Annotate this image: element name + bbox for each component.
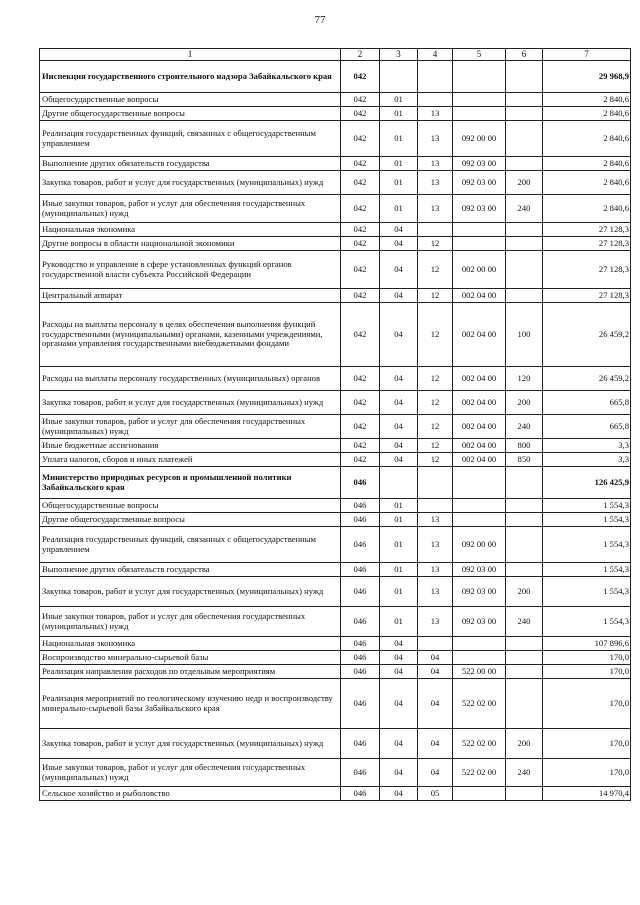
row-section: 04 [380, 651, 418, 665]
row-name: Расходы на выплаты персоналу государственных (муниципальных) органов [40, 367, 341, 391]
row-subsection: 12 [418, 251, 453, 289]
row-name: Иные закупки товаров, работ и услуг для обеспечения государственных (муниципальных) нужд [40, 195, 341, 223]
row-target-article: 092 03 00 [453, 577, 506, 607]
row-section: 04 [380, 729, 418, 759]
budget-table [39, 48, 631, 801]
row-section: 04 [380, 679, 418, 729]
row-section: 01 [380, 499, 418, 513]
row-amount: 126 425,9 [543, 467, 631, 499]
column-header: 7 [543, 49, 631, 61]
row-section [380, 61, 418, 93]
row-expense-type [506, 513, 543, 527]
row-target-article: 002 04 00 [453, 415, 506, 439]
row-amount: 170,0 [543, 729, 631, 759]
row-admin-code: 046 [341, 679, 380, 729]
row-section: 01 [380, 195, 418, 223]
row-target-article: 092 00 00 [453, 121, 506, 157]
row-section: 01 [380, 563, 418, 577]
row-subsection: 04 [418, 729, 453, 759]
table-row [40, 607, 631, 637]
row-amount: 107 896,6 [543, 637, 631, 651]
row-name: Выполнение других обязательств государства [40, 563, 341, 577]
row-target-article [453, 651, 506, 665]
row-expense-type: 240 [506, 607, 543, 637]
row-name: Общегосударственные вопросы [40, 499, 341, 513]
row-name: Другие общегосударственные вопросы [40, 107, 341, 121]
row-name: Иные закупки товаров, работ и услуг для обеспечения государственных (муниципальных) нужд [40, 759, 341, 787]
row-admin-code: 042 [341, 453, 380, 467]
row-amount: 14 970,4 [543, 787, 631, 801]
row-expense-type [506, 499, 543, 513]
row-subsection: 13 [418, 577, 453, 607]
row-name: Реализация государственных функций, связанных с общегосударственным управлением [40, 527, 341, 563]
row-subsection: 04 [418, 665, 453, 679]
row-admin-code: 046 [341, 467, 380, 499]
row-section: 04 [380, 787, 418, 801]
row-target-article: 002 04 00 [453, 391, 506, 415]
row-amount: 1 554,3 [543, 513, 631, 527]
row-target-article: 092 03 00 [453, 171, 506, 195]
row-amount: 2 840,6 [543, 157, 631, 171]
table-row [40, 759, 631, 787]
row-section: 01 [380, 607, 418, 637]
row-amount: 1 554,3 [543, 527, 631, 563]
row-target-article [453, 237, 506, 251]
row-name: Министерство природных ресурсов и промышленной политики Забайкальского края [40, 467, 341, 499]
row-expense-type: 200 [506, 577, 543, 607]
row-amount: 1 554,3 [543, 607, 631, 637]
row-name: Руководство и управление в сфере установленных функций органов государственной власти субъекта Российской Федерации [40, 251, 341, 289]
table-row [40, 121, 631, 157]
table-row [40, 787, 631, 801]
row-admin-code: 042 [341, 415, 380, 439]
row-admin-code: 042 [341, 439, 380, 453]
row-section: 01 [380, 93, 418, 107]
table-row [40, 171, 631, 195]
row-target-article: 092 03 00 [453, 563, 506, 577]
row-section: 01 [380, 157, 418, 171]
row-target-article: 092 03 00 [453, 195, 506, 223]
row-admin-code: 046 [341, 499, 380, 513]
row-subsection: 05 [418, 787, 453, 801]
row-section: 01 [380, 577, 418, 607]
row-name: Реализация направления расходов по отдельным мероприятиям [40, 665, 341, 679]
table-row [40, 61, 631, 93]
row-expense-type: 850 [506, 453, 543, 467]
row-subsection: 12 [418, 237, 453, 251]
row-subsection: 12 [418, 367, 453, 391]
row-subsection: 13 [418, 195, 453, 223]
row-expense-type [506, 467, 543, 499]
table-row [40, 679, 631, 729]
row-admin-code: 042 [341, 171, 380, 195]
row-subsection: 04 [418, 679, 453, 729]
row-target-article: 092 03 00 [453, 157, 506, 171]
row-subsection: 13 [418, 527, 453, 563]
row-subsection: 13 [418, 171, 453, 195]
table-row [40, 729, 631, 759]
row-name: Закупка товаров, работ и услуг для государственных (муниципальных) нужд [40, 729, 341, 759]
row-amount: 170,0 [543, 759, 631, 787]
table-row [40, 467, 631, 499]
row-target-article: 002 04 00 [453, 367, 506, 391]
row-name: Иные закупки товаров, работ и услуг для обеспечения государственных (муниципальных) нужд [40, 415, 341, 439]
table-row [40, 563, 631, 577]
row-expense-type: 200 [506, 391, 543, 415]
row-amount: 27 128,3 [543, 223, 631, 237]
row-admin-code: 046 [341, 787, 380, 801]
row-subsection: 13 [418, 107, 453, 121]
row-expense-type: 200 [506, 171, 543, 195]
row-admin-code: 042 [341, 121, 380, 157]
row-subsection: 13 [418, 563, 453, 577]
row-expense-type [506, 223, 543, 237]
row-amount: 665,8 [543, 391, 631, 415]
row-target-article [453, 637, 506, 651]
row-admin-code: 042 [341, 157, 380, 171]
table-row [40, 223, 631, 237]
row-subsection: 04 [418, 759, 453, 787]
row-admin-code: 046 [341, 563, 380, 577]
row-expense-type: 800 [506, 439, 543, 453]
column-header: 3 [380, 49, 418, 61]
row-admin-code: 046 [341, 637, 380, 651]
row-name: Другие вопросы в области национальной экономики [40, 237, 341, 251]
row-name: Закупка товаров, работ и услуг для государственных (муниципальных) нужд [40, 577, 341, 607]
row-subsection [418, 223, 453, 237]
row-section: 04 [380, 637, 418, 651]
row-amount: 29 968,9 [543, 61, 631, 93]
row-subsection: 12 [418, 303, 453, 367]
row-name: Сельское хозяйство и рыболовство [40, 787, 341, 801]
table-row [40, 665, 631, 679]
row-name: Выполнение других обязательств государства [40, 157, 341, 171]
row-admin-code: 046 [341, 729, 380, 759]
row-section: 04 [380, 665, 418, 679]
row-admin-code: 042 [341, 391, 380, 415]
row-name: Другие общегосударственные вопросы [40, 513, 341, 527]
row-subsection [418, 467, 453, 499]
row-admin-code: 046 [341, 527, 380, 563]
row-subsection: 12 [418, 453, 453, 467]
row-admin-code: 042 [341, 367, 380, 391]
row-admin-code: 042 [341, 93, 380, 107]
row-amount: 2 840,6 [543, 93, 631, 107]
row-name: Расходы на выплаты персоналу в целях обеспечения выполнения функций государственными (муниципальными) органами, казенными учреждениями, органами управления государственными внебюджетными фондами [40, 303, 341, 367]
row-admin-code: 046 [341, 665, 380, 679]
table-row [40, 527, 631, 563]
row-expense-type [506, 93, 543, 107]
row-target-article: 092 00 00 [453, 527, 506, 563]
row-target-article: 522 00 00 [453, 665, 506, 679]
row-amount: 170,0 [543, 651, 631, 665]
row-name: Общегосударственные вопросы [40, 93, 341, 107]
row-amount: 26 459,2 [543, 303, 631, 367]
row-name: Иные бюджетные ассигнования [40, 439, 341, 453]
row-amount: 27 128,3 [543, 289, 631, 303]
row-target-article: 002 04 00 [453, 303, 506, 367]
row-subsection [418, 637, 453, 651]
row-target-article: 002 00 00 [453, 251, 506, 289]
row-expense-type [506, 679, 543, 729]
column-header: 5 [453, 49, 506, 61]
row-section: 04 [380, 289, 418, 303]
row-subsection: 13 [418, 157, 453, 171]
row-subsection [418, 93, 453, 107]
row-target-article [453, 223, 506, 237]
table-row [40, 303, 631, 367]
column-header: 6 [506, 49, 543, 61]
row-target-article [453, 93, 506, 107]
row-section: 04 [380, 367, 418, 391]
row-admin-code: 042 [341, 107, 380, 121]
row-target-article: 522 02 00 [453, 729, 506, 759]
row-target-article: 522 02 00 [453, 759, 506, 787]
row-target-article [453, 513, 506, 527]
row-amount: 2 840,6 [543, 121, 631, 157]
row-name: Инспекция государственного строительного надзора Забайкальского края [40, 61, 341, 93]
column-header: 1 [40, 49, 341, 61]
row-amount: 170,0 [543, 665, 631, 679]
row-section: 04 [380, 415, 418, 439]
row-amount: 1 554,3 [543, 499, 631, 513]
row-admin-code: 042 [341, 61, 380, 93]
row-subsection: 13 [418, 607, 453, 637]
row-section: 04 [380, 237, 418, 251]
column-header: 2 [341, 49, 380, 61]
row-section: 01 [380, 107, 418, 121]
row-expense-type [506, 289, 543, 303]
row-name: Реализация государственных функций, связанных с общегосударственным управлением [40, 121, 341, 157]
row-amount: 3,3 [543, 453, 631, 467]
row-section: 04 [380, 391, 418, 415]
row-expense-type: 200 [506, 729, 543, 759]
row-admin-code: 042 [341, 223, 380, 237]
table-row [40, 367, 631, 391]
row-admin-code: 046 [341, 513, 380, 527]
row-amount: 2 840,6 [543, 171, 631, 195]
row-subsection: 13 [418, 513, 453, 527]
table-row [40, 391, 631, 415]
row-amount: 1 554,3 [543, 577, 631, 607]
row-subsection: 12 [418, 415, 453, 439]
table-row [40, 93, 631, 107]
table-row [40, 195, 631, 223]
row-admin-code: 042 [341, 195, 380, 223]
row-target-article: 092 03 00 [453, 607, 506, 637]
row-expense-type [506, 563, 543, 577]
table-row [40, 289, 631, 303]
table-row [40, 513, 631, 527]
row-admin-code: 042 [341, 237, 380, 251]
row-expense-type: 100 [506, 303, 543, 367]
row-amount: 170,0 [543, 679, 631, 729]
row-section: 04 [380, 759, 418, 787]
row-expense-type: 120 [506, 367, 543, 391]
row-admin-code: 046 [341, 577, 380, 607]
row-amount: 1 554,3 [543, 563, 631, 577]
row-expense-type [506, 121, 543, 157]
row-expense-type [506, 651, 543, 665]
table-row [40, 107, 631, 121]
row-amount: 3,3 [543, 439, 631, 453]
table-row [40, 637, 631, 651]
row-name: Национальная экономика [40, 223, 341, 237]
row-target-article: 522 02 00 [453, 679, 506, 729]
row-section: 04 [380, 439, 418, 453]
row-subsection: 04 [418, 651, 453, 665]
row-expense-type [506, 251, 543, 289]
row-amount: 2 840,6 [543, 195, 631, 223]
row-admin-code: 046 [341, 607, 380, 637]
row-target-article [453, 787, 506, 801]
row-amount: 2 840,6 [543, 107, 631, 121]
row-admin-code: 046 [341, 651, 380, 665]
table-row [40, 251, 631, 289]
row-admin-code: 042 [341, 251, 380, 289]
row-section: 04 [380, 251, 418, 289]
table-row [40, 439, 631, 453]
row-section: 01 [380, 121, 418, 157]
table-row [40, 415, 631, 439]
table-row [40, 237, 631, 251]
row-name: Национальная экономика [40, 637, 341, 651]
row-subsection: 13 [418, 121, 453, 157]
row-expense-type: 240 [506, 415, 543, 439]
row-expense-type: 240 [506, 759, 543, 787]
row-section: 04 [380, 453, 418, 467]
row-name: Закупка товаров, работ и услуг для государственных (муниципальных) нужд [40, 391, 341, 415]
row-amount: 665,8 [543, 415, 631, 439]
row-amount: 27 128,3 [543, 251, 631, 289]
row-expense-type [506, 237, 543, 251]
page-number: 77 [314, 14, 326, 26]
column-header-row [40, 49, 631, 61]
row-expense-type [506, 787, 543, 801]
row-admin-code: 046 [341, 759, 380, 787]
row-section: 01 [380, 171, 418, 195]
table-row [40, 651, 631, 665]
table-row [40, 499, 631, 513]
row-expense-type [506, 61, 543, 93]
row-target-article [453, 499, 506, 513]
row-section: 04 [380, 223, 418, 237]
row-expense-type [506, 665, 543, 679]
row-name: Закупка товаров, работ и услуг для государственных (муниципальных) нужд [40, 171, 341, 195]
row-amount: 26 459,2 [543, 367, 631, 391]
row-admin-code: 042 [341, 303, 380, 367]
row-target-article [453, 107, 506, 121]
table-row [40, 577, 631, 607]
table-row [40, 157, 631, 171]
row-section [380, 467, 418, 499]
row-section: 01 [380, 513, 418, 527]
row-expense-type [506, 107, 543, 121]
row-target-article [453, 467, 506, 499]
row-target-article [453, 61, 506, 93]
row-admin-code: 042 [341, 289, 380, 303]
row-subsection: 12 [418, 391, 453, 415]
row-section: 01 [380, 527, 418, 563]
row-subsection: 12 [418, 289, 453, 303]
row-name: Уплата налогов, сборов и иных платежей [40, 453, 341, 467]
row-amount: 27 128,3 [543, 237, 631, 251]
row-target-article: 002 04 00 [453, 439, 506, 453]
row-name: Иные закупки товаров, работ и услуг для обеспечения государственных (муниципальных) нужд [40, 607, 341, 637]
row-expense-type [506, 157, 543, 171]
row-subsection [418, 499, 453, 513]
row-target-article: 002 04 00 [453, 453, 506, 467]
column-header: 4 [418, 49, 453, 61]
row-expense-type [506, 527, 543, 563]
row-name: Воспроизводство минерально-сырьевой базы [40, 651, 341, 665]
row-expense-type [506, 637, 543, 651]
table-row [40, 453, 631, 467]
row-subsection [418, 61, 453, 93]
row-expense-type: 240 [506, 195, 543, 223]
row-section: 04 [380, 303, 418, 367]
row-subsection: 12 [418, 439, 453, 453]
row-name: Центральный аппарат [40, 289, 341, 303]
row-target-article: 002 04 00 [453, 289, 506, 303]
row-name: Реализация мероприятий по геологическому изучению недр и воспроизводству минерально-сырьевой базы Забайкальского края [40, 679, 341, 729]
